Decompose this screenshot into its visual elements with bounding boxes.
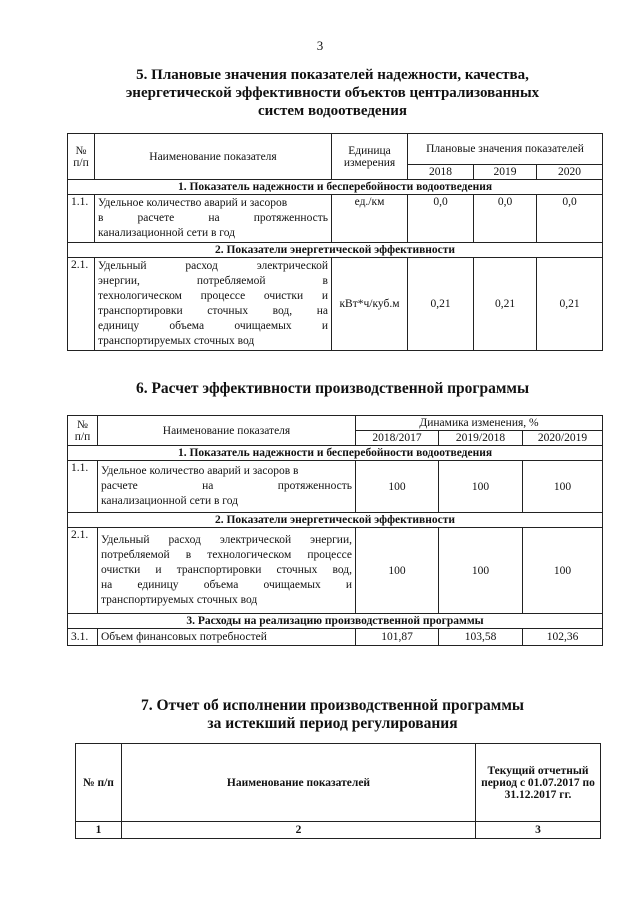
row-value: 0,21 xyxy=(408,258,474,351)
row-name: Объем финансовых потребностей xyxy=(98,629,356,646)
name-line: Удельный расход электрической энергии, xyxy=(101,534,352,546)
row-value: 100 xyxy=(356,461,439,513)
title-line: 7. Отчет об исполнении производственной программы xyxy=(140,697,525,714)
section-7-table xyxy=(75,743,601,839)
col-header-num: № п/п xyxy=(68,134,95,180)
col-header-name: Наименование показателей xyxy=(122,744,476,822)
col-header-period: Текущий отчетный период с 01.07.2017 по 31.12.2017 гг. xyxy=(476,744,601,822)
name-line: энергии, потребляемой в xyxy=(98,275,328,287)
name-line: на единицу объема очищаемых и xyxy=(101,579,352,591)
row-name xyxy=(95,195,332,243)
row-num: 1.1. xyxy=(68,461,98,513)
title-line: систем водоотведения xyxy=(258,103,407,119)
period-header: 2020/2019 xyxy=(523,431,603,446)
row-value: 102,36 xyxy=(523,629,603,646)
row-name xyxy=(95,258,332,351)
col-header-num: № п/п xyxy=(76,744,122,822)
group-heading: 2. Показатели энергетической эффективности xyxy=(68,243,603,258)
row-value: 100 xyxy=(439,528,523,614)
row-value: 100 xyxy=(356,528,439,614)
group-heading: 1. Показатель надежности и бесперебойности водоотведения xyxy=(68,180,603,195)
section-6-table xyxy=(67,415,603,646)
row-name xyxy=(98,528,356,614)
row-num: 3.1. xyxy=(68,629,98,646)
name-line: транспортируемых сточных вод xyxy=(101,594,258,606)
row-num: 2.1. xyxy=(68,528,98,614)
row-value: 0,21 xyxy=(537,258,603,351)
row-unit: ед./км xyxy=(332,195,408,243)
row-name xyxy=(98,461,356,513)
row-value: 100 xyxy=(439,461,523,513)
name-line: Удельный расход электрической xyxy=(98,260,328,272)
row-value: 101,87 xyxy=(356,629,439,646)
name-line: транспортировки сточных вод, на xyxy=(98,305,328,317)
col-header-plan: Плановые значения показателей xyxy=(408,134,603,165)
column-number: 2 xyxy=(122,822,476,839)
row-value: 100 xyxy=(523,461,603,513)
name-line: единицу объема очищаемых и xyxy=(98,320,328,332)
name-line: канализационной сети в год xyxy=(98,227,235,239)
section-5-title xyxy=(60,66,605,120)
period-header: 2019/2018 xyxy=(439,431,523,446)
col-header-name: Наименование показателя xyxy=(95,134,332,180)
row-value: 0,21 xyxy=(474,258,537,351)
year-header: 2019 xyxy=(474,165,537,180)
section-7-title xyxy=(60,697,605,733)
name-line: Удельное количество аварий и засоров xyxy=(98,197,288,209)
title-line: энергетической эффективности объектов централизованных xyxy=(125,85,540,101)
col-header-dynamics: Динамика изменения, % xyxy=(356,416,603,431)
section-6-title: 6. Расчет эффективности производственной программы xyxy=(135,380,530,397)
row-value: 0,0 xyxy=(408,195,474,243)
page-number: 3 xyxy=(316,38,324,53)
period-header: 2018/2017 xyxy=(356,431,439,446)
group-heading: 2. Показатели энергетической эффективности xyxy=(68,513,603,528)
column-number: 3 xyxy=(476,822,601,839)
year-header: 2018 xyxy=(408,165,474,180)
name-line: транспортируемых сточных вод xyxy=(98,335,255,347)
group-heading: 3. Расходы на реализацию производственной программы xyxy=(68,614,603,629)
row-value: 100 xyxy=(523,528,603,614)
name-line: в расчете на протяженность xyxy=(98,212,328,224)
name-line: расчете на протяженность xyxy=(101,480,352,492)
name-line: очистки и транспортировки сточных вод, xyxy=(101,564,352,576)
name-line: технологическом процессе очистки и xyxy=(98,290,328,302)
title-line: за истекший период регулирования xyxy=(207,715,458,732)
group-heading: 1. Показатель надежности и бесперебойности водоотведения xyxy=(68,446,603,461)
row-num: 2.1. xyxy=(68,258,95,351)
name-line: потребляемой в технологическом процессе xyxy=(101,549,352,561)
col-header-num: № п/п xyxy=(68,416,98,446)
year-header: 2020 xyxy=(537,165,603,180)
row-unit: кВт*ч/куб.м xyxy=(332,258,408,351)
row-value: 0,0 xyxy=(537,195,603,243)
col-header-name: Наименование показателя xyxy=(98,416,356,446)
row-num: 1.1. xyxy=(68,195,95,243)
title-line: 5. Плановые значения показателей надежности, качества, xyxy=(136,67,529,83)
row-value: 0,0 xyxy=(474,195,537,243)
column-number: 1 xyxy=(76,822,122,839)
row-value: 103,58 xyxy=(439,629,523,646)
section-5-table xyxy=(67,133,603,351)
col-header-unit: Единица измерения xyxy=(332,134,408,180)
name-line: Удельное количество аварий и засоров в xyxy=(101,465,299,477)
name-line: канализационной сети в год xyxy=(101,495,238,507)
